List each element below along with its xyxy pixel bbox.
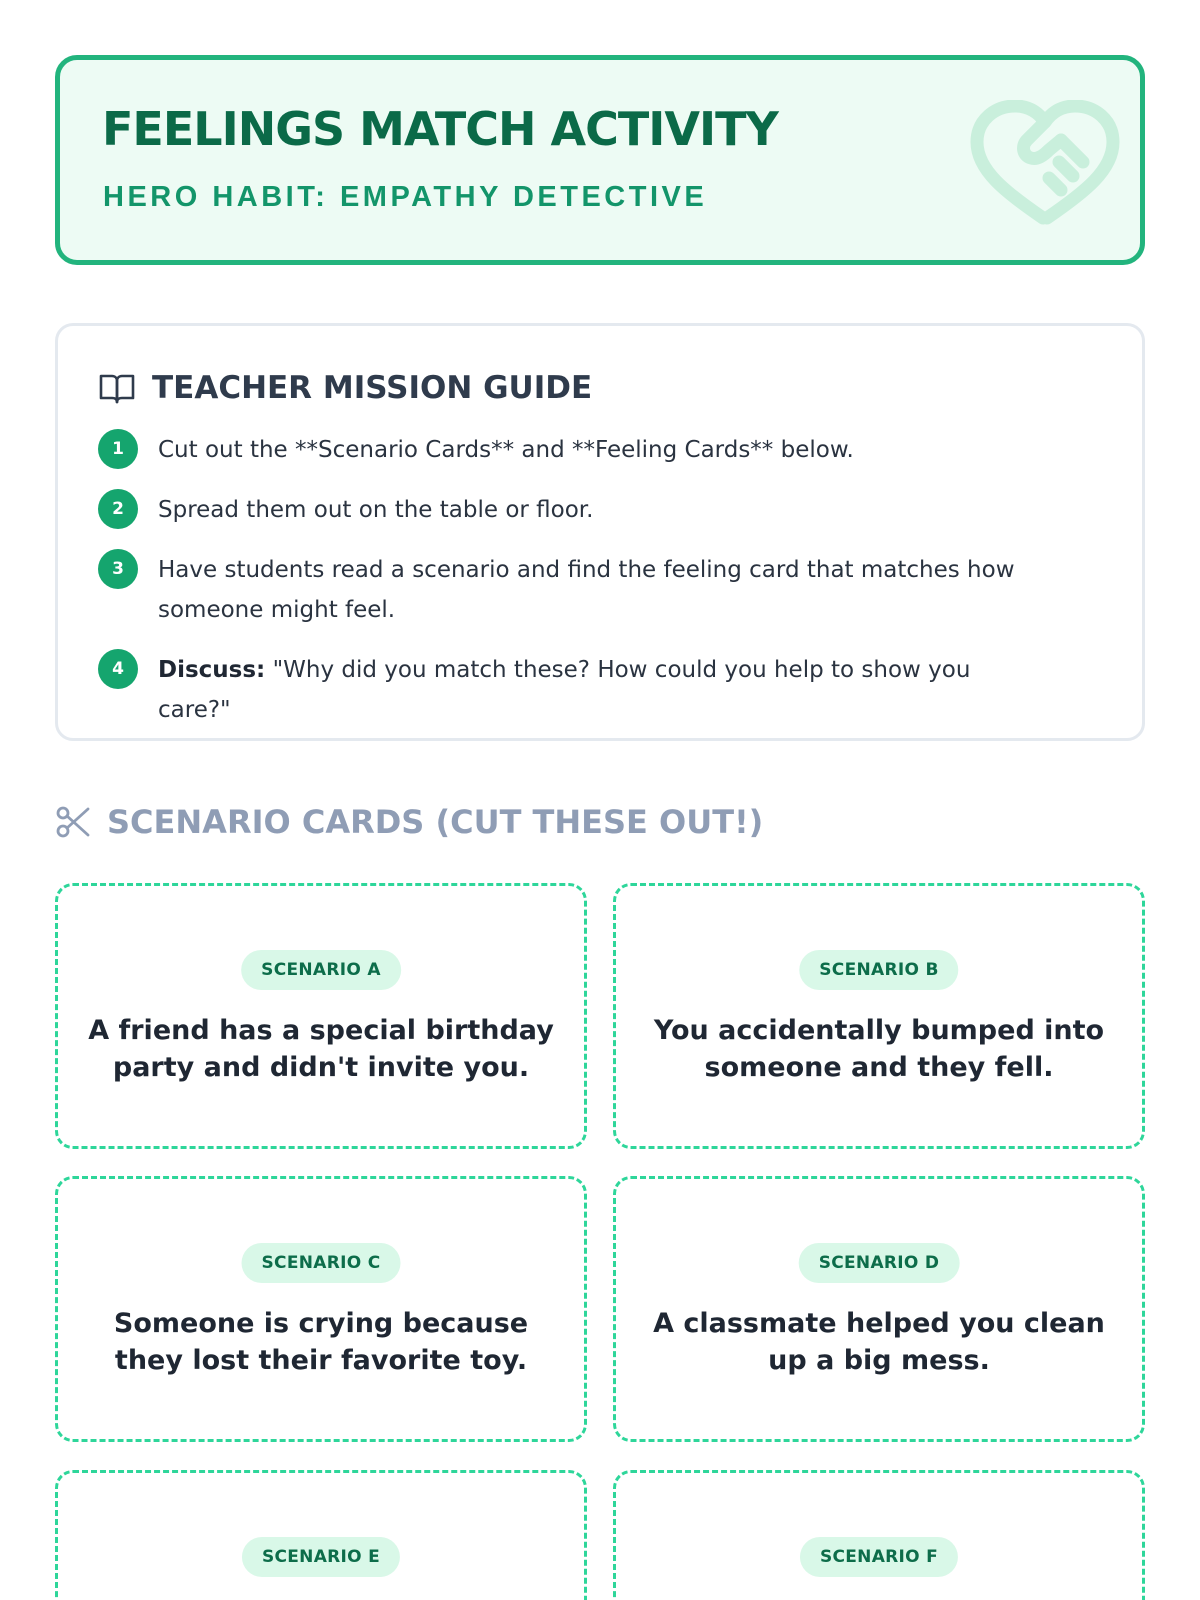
scenario-label-badge: SCENARIO D [799,1243,960,1283]
step-text-body: Cut out the **Scenario Cards** and **Feeling Cards** below. [158,437,854,463]
scenario-card [613,1470,1145,1600]
scenario-label-badge: SCENARIO A [241,950,401,990]
scenario-text: You accidentally bumped into someone and they fell. [653,1015,1105,1083]
guide-step [98,550,1048,630]
activity-subtitle: HERO HABIT: EMPATHY DETECTIVE [103,181,708,213]
activity-header [55,55,1145,265]
scenario-text: A classmate helped you clean up a big mess. [653,1308,1105,1376]
scenario-card [55,883,587,1149]
heart-handshake-icon [965,100,1125,240]
scenario-label-badge: SCENARIO F [800,1537,958,1577]
guide-title: TEACHER MISSION GUIDE [152,370,593,406]
step-text [158,550,1048,630]
guide-step [98,490,1048,530]
scenario-label-badge: SCENARIO C [242,1243,401,1283]
scissors-icon [55,804,91,840]
scenario-label-badge: SCENARIO E [242,1537,400,1577]
scenario-section-title: SCENARIO CARDS (CUT THESE OUT!) [107,803,764,841]
scenario-card [55,1176,587,1442]
step-number-badge: 4 [98,649,138,689]
step-number-badge: 2 [98,489,138,529]
activity-title: FEELINGS MATCH ACTIVITY [102,102,778,156]
book-open-icon [98,369,136,407]
guide-step [98,430,1048,470]
guide-heading [98,366,592,410]
teacher-guide-panel [55,323,1145,741]
step-text-body: "Why did you match these? How could you help to show you care?" [158,657,971,723]
scenario-text: A friend has a special birthday party and didn't invite you. [88,1015,554,1083]
step-lead: Discuss: [158,657,266,683]
scenario-section-heading [55,800,763,844]
step-text [158,650,1048,730]
step-text [158,490,1048,530]
step-text-body: Spread them out on the table or floor. [158,497,594,523]
guide-step [98,650,1048,730]
scenario-card [55,1470,587,1600]
scenario-text: Someone is crying because they lost their favorite toy. [113,1308,529,1376]
scenario-card [613,1176,1145,1442]
step-text [158,430,1048,470]
scenario-label-badge: SCENARIO B [799,950,958,990]
step-number-badge: 3 [98,549,138,589]
step-text-body: Have students read a scenario and find the feeling card that matches how someone might feel. [158,557,1015,623]
scenario-card [613,883,1145,1149]
step-number-badge: 1 [98,429,138,469]
